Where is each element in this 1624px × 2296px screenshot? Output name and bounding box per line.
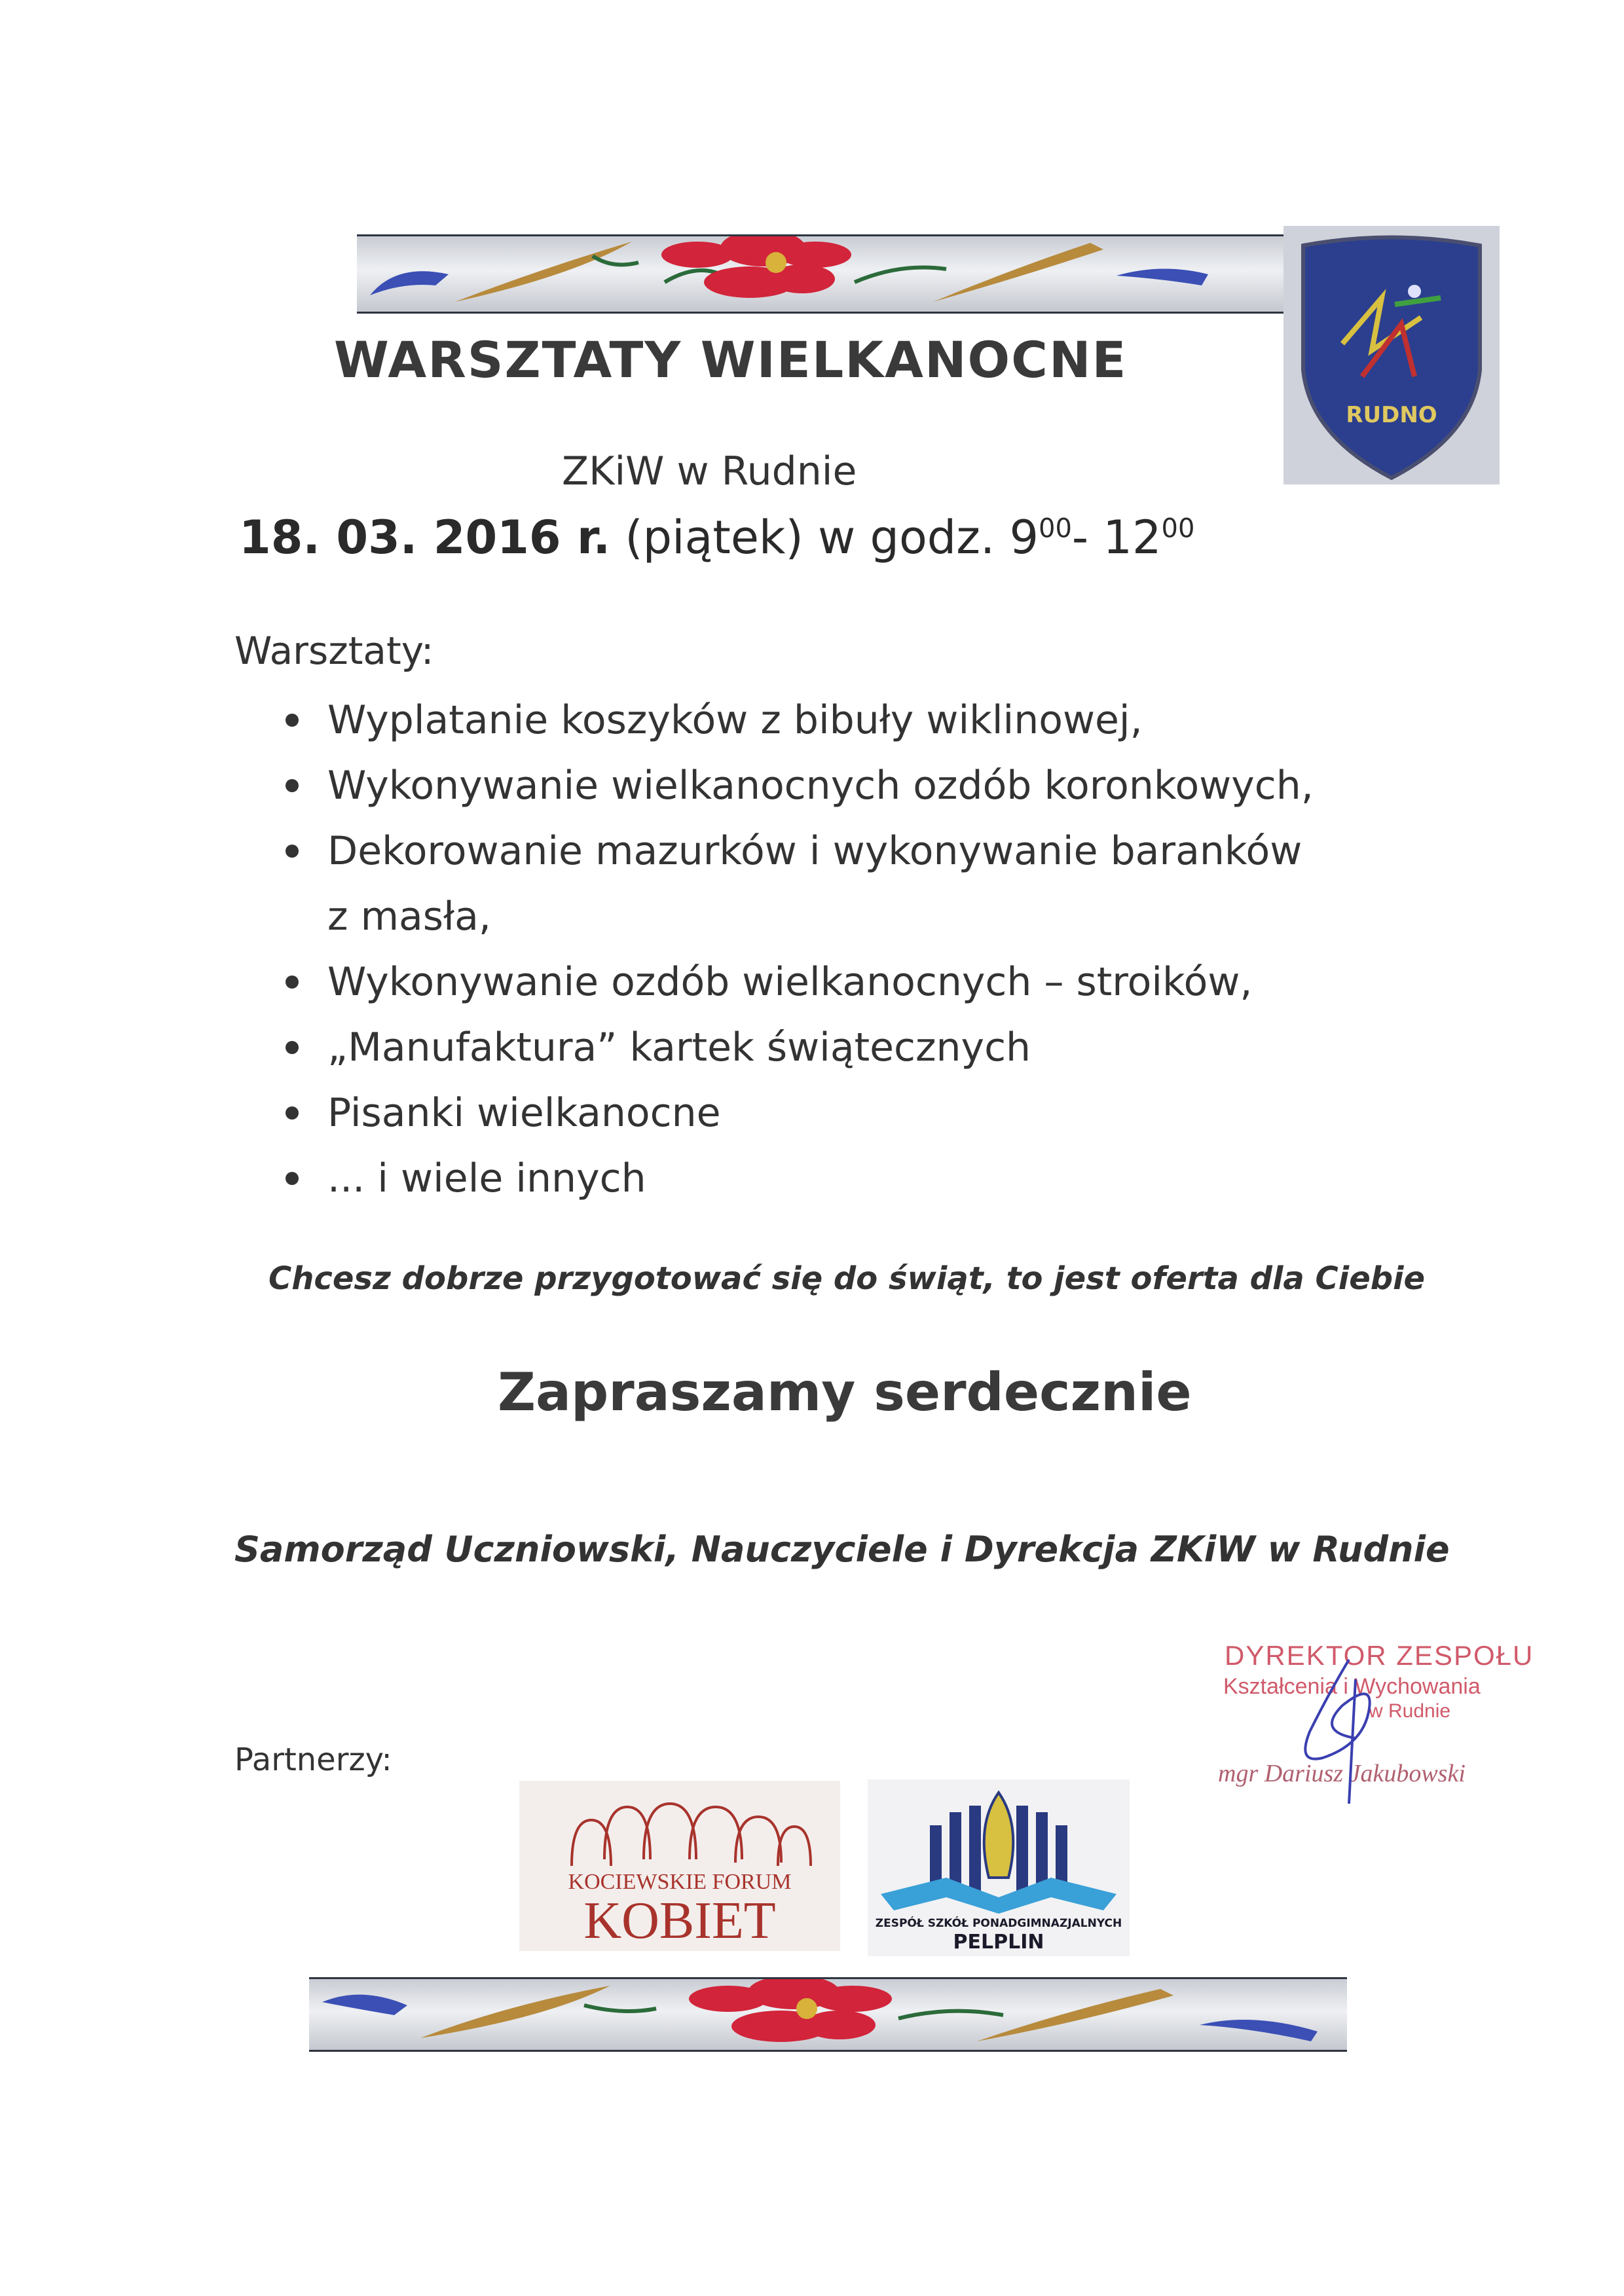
event-day-time: (piątek) w godz. 9 (610, 511, 1039, 564)
time-end-minutes: 00 (1161, 513, 1195, 544)
bullet-icon (286, 1172, 299, 1185)
logo2-top-text: ZESPÓŁ SZKÓŁ PONADGIMNAZJALNYCH (875, 1917, 1122, 1930)
bullet-icon (286, 845, 299, 858)
organizer-name: ZKiW w Rudnie (562, 448, 857, 494)
list-item: Pisanki wielkanocne (275, 1080, 1314, 1146)
bullet-icon (286, 1041, 299, 1054)
list-item: Dekorowanie mazurków i wykonywanie baranków (275, 818, 1314, 884)
stamp-line-4: mgr Dariusz Jakubowski (1218, 1760, 1466, 1787)
list-item-continuation: z masła, (327, 894, 491, 939)
folk-pattern-top (357, 236, 1287, 312)
list-item: Wykonywanie ozdób wielkanocnych – stroików, (275, 949, 1314, 1015)
bottom-folk-banner (309, 1977, 1347, 2052)
stamp-line-2: Kształcenia i Wychowania (1223, 1674, 1481, 1699)
event-date: 18. 03. 2016 r. (239, 511, 611, 564)
signature-line: Samorząd Uczniowski, Nauczyciele i Dyrekcja ZKiW w Rudnie (234, 1529, 1450, 1570)
handwritten-signature (1270, 1653, 1428, 1810)
bullet-icon (286, 779, 299, 792)
partners-label: Partnerzy: (234, 1741, 392, 1778)
stamp-line-1: DYREKTOR ZESPOŁU (1225, 1640, 1534, 1671)
top-folk-banner (357, 234, 1287, 314)
tagline: Chcesz dobrze przygotować się do świąt, to jest oferta dla Ciebie (268, 1260, 1426, 1297)
logo1-top-text: KOCIEWSKIE FORUM (568, 1870, 792, 1894)
time-start-minutes: 00 (1039, 513, 1072, 544)
list-item: ... i wiele innych (275, 1146, 1314, 1211)
event-date-time (239, 511, 1194, 564)
school-crest-logo (1283, 226, 1500, 484)
logo2-main-text: PELPLIN (953, 1931, 1044, 1954)
bullet-icon (286, 975, 299, 989)
list-item: Wyplatanie koszyków z bibuły wiklinowej, (275, 687, 1314, 753)
workshops-intro: Warsztaty: (234, 629, 434, 673)
logo1-main-text: KOBIET (583, 1892, 776, 1950)
director-stamp (1218, 1640, 1565, 1817)
bullet-icon (286, 714, 299, 727)
zsp-pelplin-logo (868, 1779, 1130, 1956)
time-separator: - 12 (1071, 511, 1162, 564)
folk-pattern-bottom (309, 1979, 1347, 2050)
workshop-list (275, 687, 1314, 1211)
list-item: „Manufaktura” kartek świątecznych (275, 1015, 1314, 1080)
bullet-icon (286, 1106, 299, 1120)
kociewskie-forum-kobiet-logo (519, 1781, 840, 1951)
page-title: WARSZTATY WIELKANOCNE (334, 331, 1128, 389)
invitation-heading: Zapraszamy serdecznie (498, 1362, 1192, 1423)
list-item: Wykonywanie wielkanocnych ozdób koronkowych, (275, 753, 1314, 818)
stamp-line-3: w Rudnie (1369, 1700, 1451, 1722)
crest-label: RUDNO (1346, 402, 1437, 428)
